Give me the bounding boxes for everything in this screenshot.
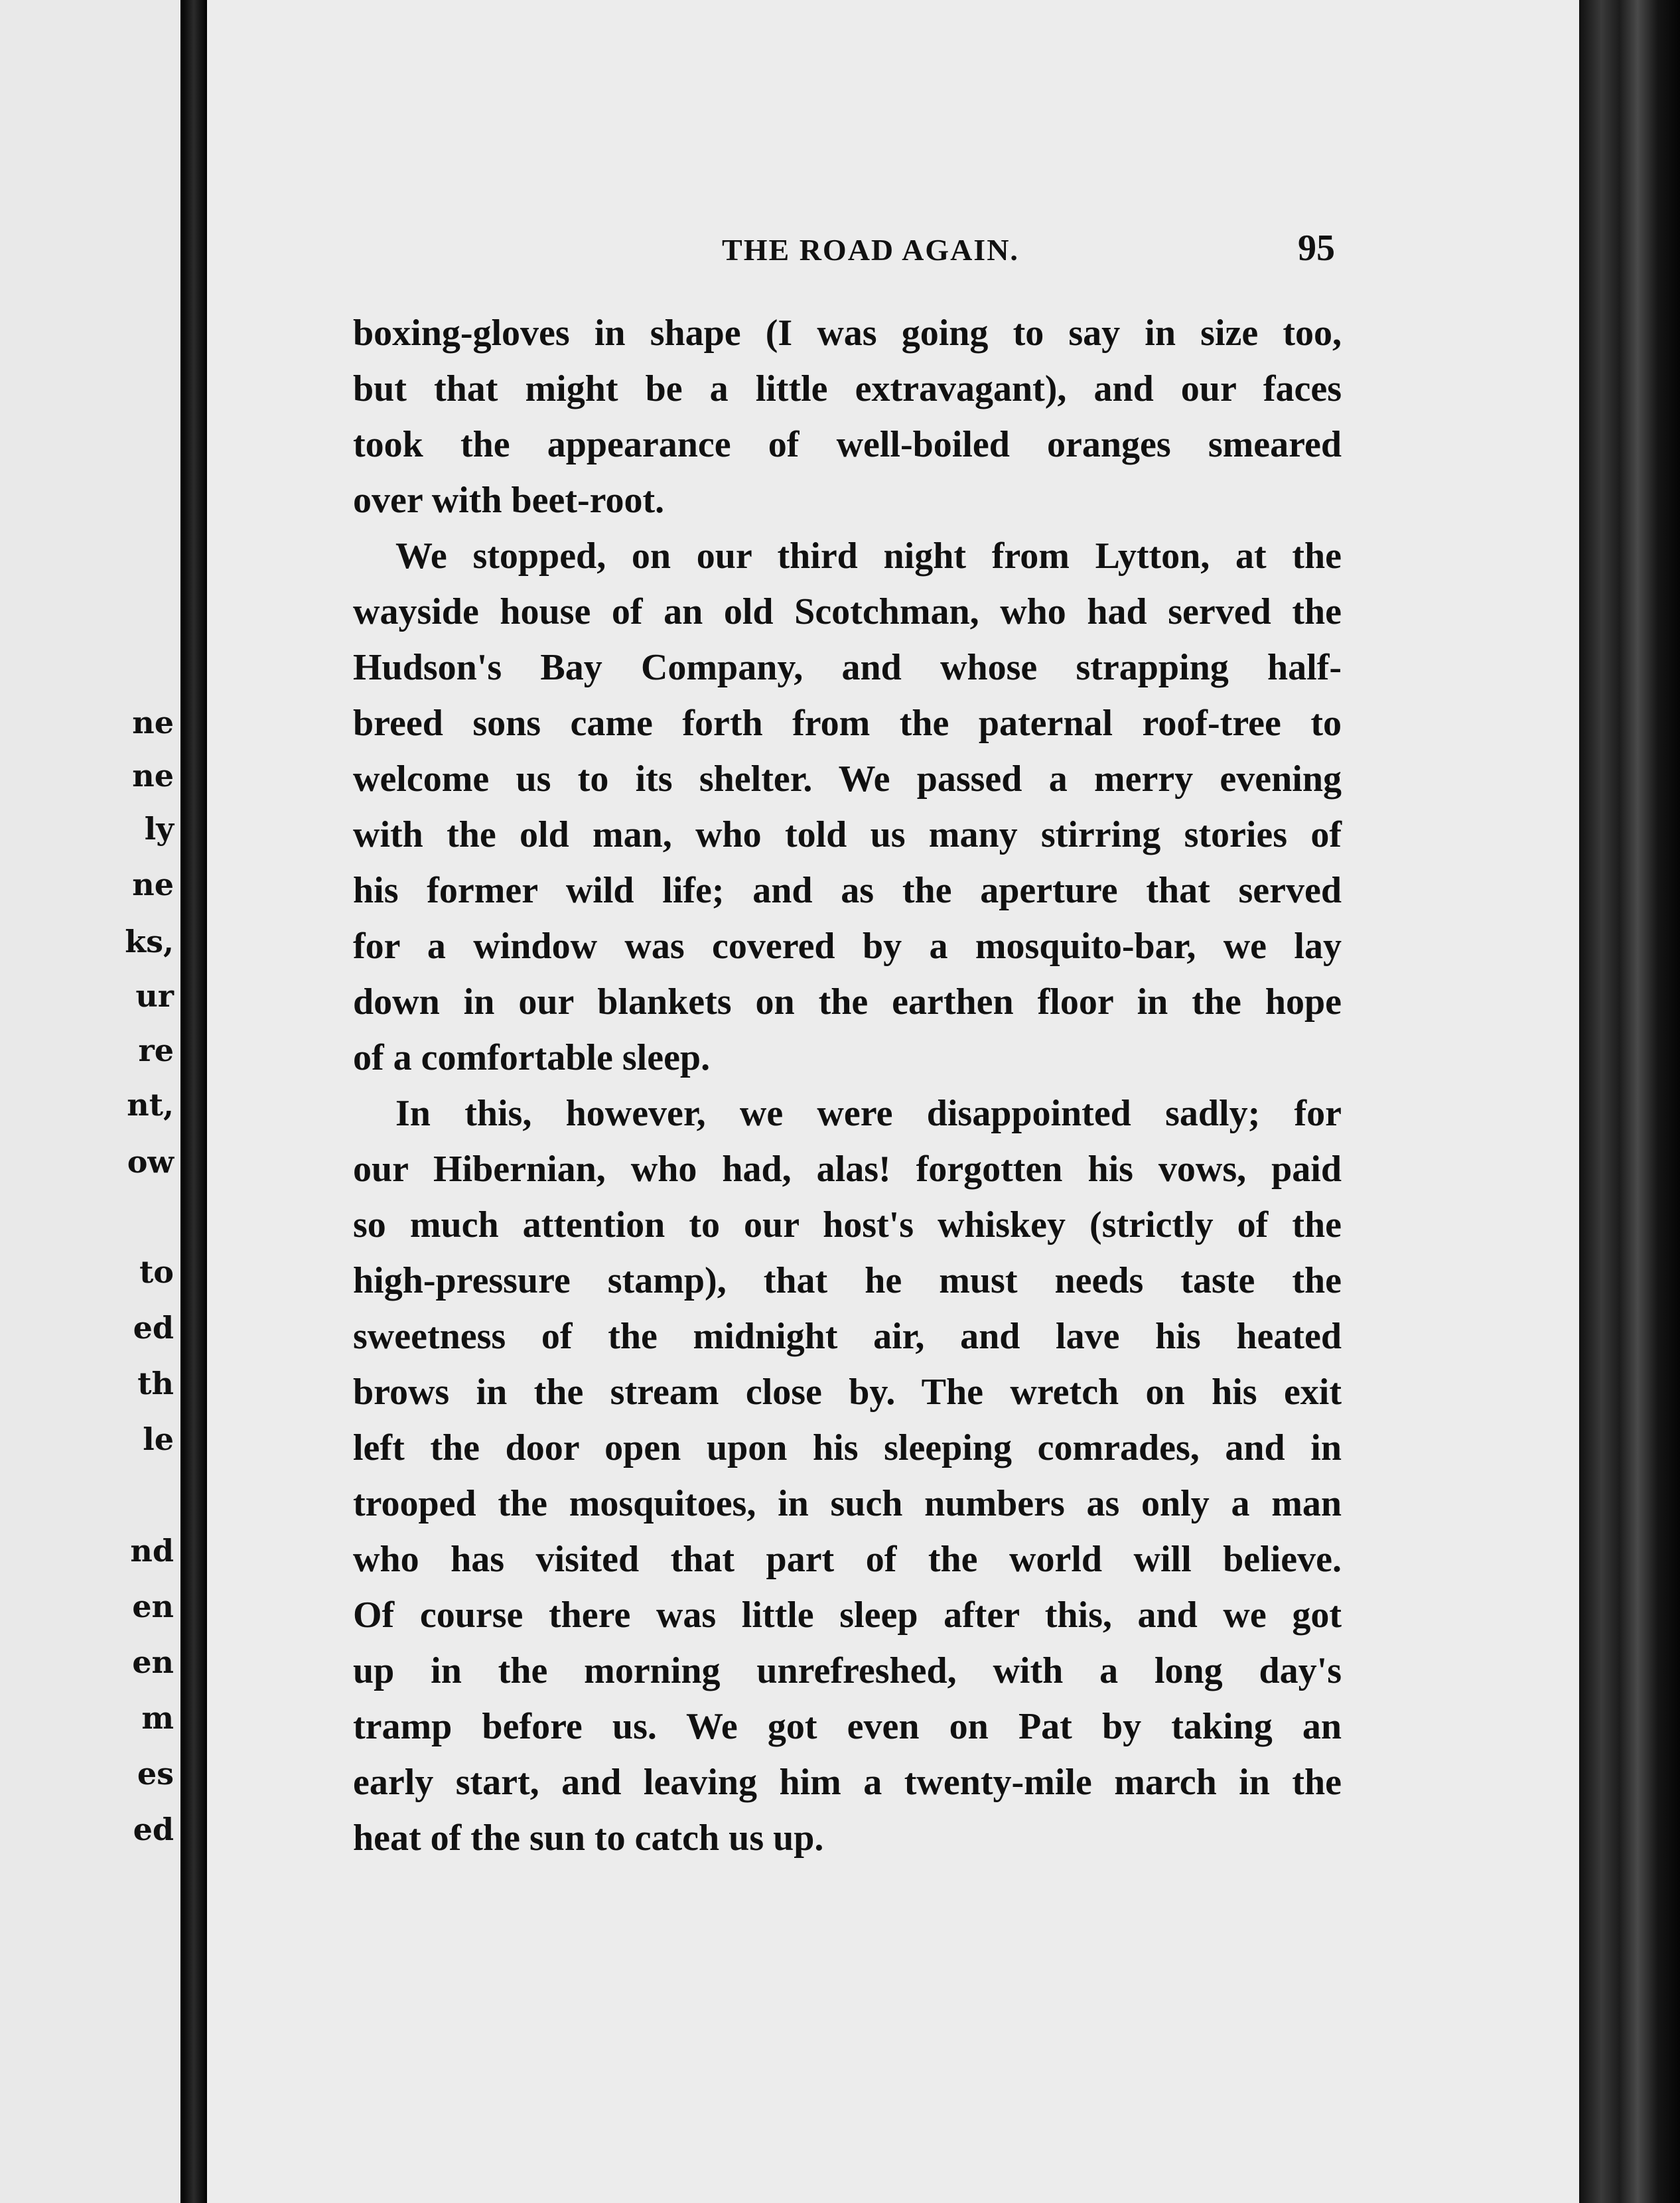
text-line: boxing-gloves in shape (I was going to say in size too,	[353, 313, 1342, 354]
page-body	[353, 305, 1342, 1866]
page-number: 95	[1298, 228, 1335, 269]
text-line: sweetness of the midnight air, and lave his heated	[353, 1316, 1342, 1357]
text-line: so much attention to our host's whiskey (strictly of the	[353, 1204, 1342, 1245]
text-line: his former wild life; and as the aperture that served	[353, 870, 1342, 911]
facing-page-fragment: le	[143, 1421, 174, 1457]
facing-page-fragment: ne	[132, 867, 174, 902]
facing-page-fragment: th	[137, 1366, 174, 1401]
text-line: of a comfortable sleep.	[353, 1037, 711, 1078]
facing-page-fragment: ed	[133, 1310, 174, 1346]
running-title: THE ROAD AGAIN.	[722, 233, 1019, 267]
text-line: but that might be a little extravagant), and our faces	[353, 368, 1342, 409]
facing-page-fragment: nd	[130, 1533, 174, 1569]
facing-page-fragment: ne	[132, 758, 174, 794]
facing-page-fragment: ur	[135, 978, 174, 1014]
facing-page-fragment: to	[139, 1254, 174, 1290]
facing-page-fragment: ow	[127, 1144, 174, 1180]
text-line: breed sons came forth from the paternal roof-tree to	[353, 703, 1342, 744]
facing-page-fragment: ne	[132, 705, 174, 741]
text-line: took the appearance of well-boiled oranges smeared	[353, 424, 1342, 465]
facing-page-fragment: en	[132, 1589, 174, 1624]
text-line: for a window was covered by a mosquito-bar, we lay	[353, 926, 1342, 967]
facing-page-fragment: re	[138, 1032, 174, 1068]
text-line: tramp before us. We got even on Pat by taking an	[353, 1706, 1342, 1747]
text-line: welcome us to its shelter. We passed a merry evening	[353, 758, 1342, 800]
facing-page-fragment: nt,	[127, 1087, 174, 1123]
text-line: Of course there was little sleep after this, and we got	[353, 1595, 1342, 1636]
facing-page-fragment: en	[132, 1644, 174, 1680]
text-line: We stopped, on our third night from Lytton, at the	[395, 535, 1342, 577]
text-line: up in the morning unrefreshed, with a long day's	[353, 1650, 1342, 1691]
text-line: trooped the mosquitoes, in such numbers as only a man	[353, 1483, 1342, 1524]
text-line: over with beet-root.	[353, 480, 665, 521]
text-line: Hudson's Bay Company, and whose strapping half-	[353, 647, 1342, 688]
text-line: with the old man, who told us many stirring stories of	[353, 814, 1342, 855]
text-line: wayside house of an old Scotchman, who had served the	[353, 591, 1342, 632]
facing-page-fragment: ed	[133, 1812, 174, 1847]
facing-page-fragment: ly	[144, 811, 174, 847]
text-line: left the door open upon his sleeping comrades, and in	[353, 1427, 1342, 1468]
facing-page-fragment: es	[137, 1756, 174, 1792]
text-line: In this, however, we were disappointed sadly; for	[395, 1093, 1342, 1134]
text-line: who has visited that part of the world will believe.	[353, 1539, 1342, 1580]
book-fore-edge	[1579, 0, 1680, 2203]
facing-page-fragment: m	[141, 1700, 174, 1736]
book-gutter	[180, 0, 207, 2203]
text-line: heat of the sun to catch us up.	[353, 1817, 824, 1859]
text-line: high-pressure stamp), that he must needs taste the	[353, 1260, 1342, 1301]
facing-page-edge	[0, 0, 180, 2203]
book-page	[207, 0, 1579, 2203]
text-line: down in our blankets on the earthen floor in the hope	[353, 981, 1342, 1023]
text-line: brows in the stream close by. The wretch on his exit	[353, 1372, 1342, 1413]
text-line: early start, and leaving him a twenty-mile march in the	[353, 1762, 1342, 1803]
facing-page-fragment: ks,	[125, 924, 174, 959]
text-line: our Hibernian, who had, alas! forgotten his vows, paid	[353, 1149, 1342, 1190]
